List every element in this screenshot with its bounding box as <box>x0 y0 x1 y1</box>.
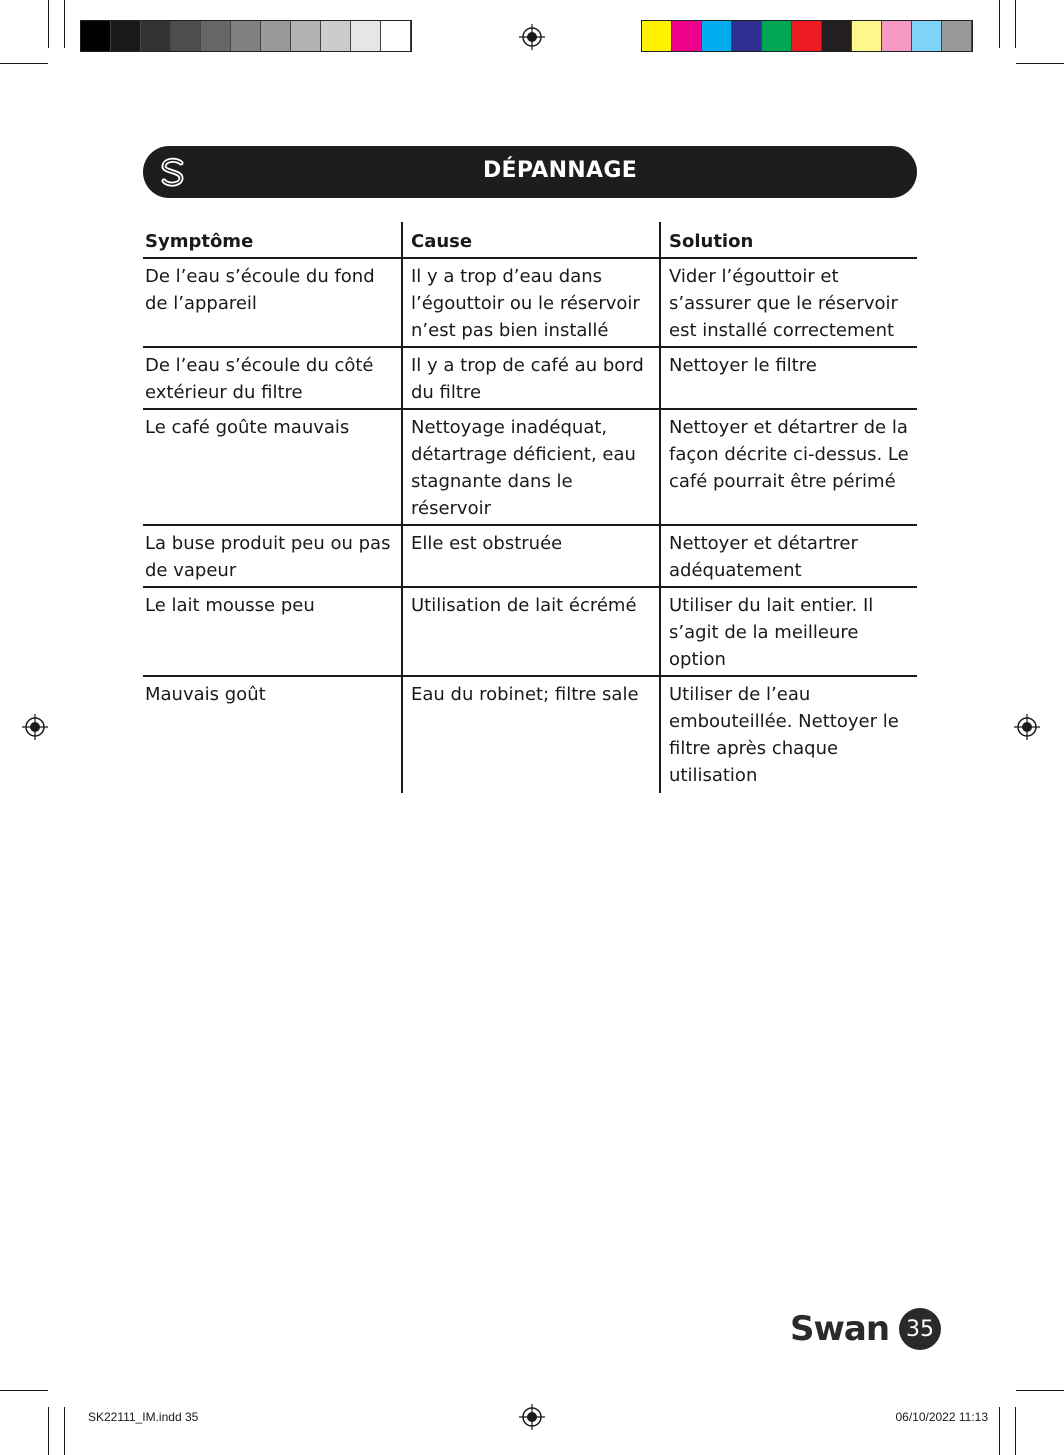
color-swatch <box>171 21 201 51</box>
solution-cell: Nettoyer et détartrer de la façon décrite ci-dessus. Le café pourrait être périmé <box>660 409 917 525</box>
color-swatch <box>852 21 882 51</box>
crop-mark <box>64 0 65 48</box>
registration-mark-icon <box>519 1404 545 1430</box>
footer-brand <box>790 1306 941 1352</box>
color-calibration-bar <box>641 20 973 52</box>
grayscale-calibration-bar <box>80 20 412 52</box>
crop-mark <box>64 1407 65 1455</box>
cause-cell: Il y a trop de café au bord du filtre <box>402 347 660 409</box>
crop-mark <box>999 1407 1000 1455</box>
solution-cell: Utiliser de l’eau embouteillée. Nettoyer le filtre après chaque utilisation <box>660 676 917 793</box>
column-header-symptom: Symptôme <box>143 222 402 258</box>
cause-cell: Utilisation de lait écrémé <box>402 587 660 676</box>
column-header-cause: Cause <box>402 222 660 258</box>
crop-mark <box>48 0 49 48</box>
crop-mark <box>999 0 1000 48</box>
symptom-cell: Mauvais goût <box>145 684 266 705</box>
file-slug: SK22111_IM.indd 35 <box>88 1410 199 1424</box>
color-swatch <box>942 21 972 51</box>
symptom-cell: Le café goûte mauvais <box>143 409 402 525</box>
color-swatch <box>81 21 111 51</box>
color-swatch <box>231 21 261 51</box>
color-swatch <box>261 21 291 51</box>
color-swatch <box>321 21 351 51</box>
cause-cell: Elle est obstruée <box>402 525 660 587</box>
solution-cell: Nettoyer le filtre <box>660 347 917 409</box>
table-row <box>143 347 917 409</box>
color-swatch <box>672 21 702 51</box>
color-swatch <box>822 21 852 51</box>
symptom-cell: La buse produit peu ou pas de vapeur <box>143 525 402 587</box>
color-swatch <box>291 21 321 51</box>
table-row <box>143 258 917 347</box>
symptom-cell: Le lait mousse peu <box>143 587 402 676</box>
table-row <box>143 587 917 676</box>
color-swatch <box>882 21 912 51</box>
color-swatch <box>141 21 171 51</box>
solution-cell: Nettoyer et détartrer adéquatement <box>660 525 917 587</box>
page-title: DÉPANNAGE <box>482 158 638 183</box>
color-swatch <box>201 21 231 51</box>
crop-mark <box>1016 1390 1064 1391</box>
column-header-solution: Solution <box>660 222 917 258</box>
color-swatch <box>732 21 762 51</box>
cause-cell: Il y a trop d’eau dans l’égouttoir ou le réservoir n’est pas bien installé <box>402 258 660 347</box>
registration-mark-icon <box>22 714 48 740</box>
brand-logo: Swan <box>790 1309 890 1349</box>
solution-cell: Utiliser du lait entier. Il s’agit de la meilleure option <box>660 587 917 676</box>
table-row <box>143 409 917 525</box>
crop-mark <box>1015 1407 1016 1455</box>
section-header <box>143 146 917 198</box>
crop-mark <box>0 63 48 64</box>
table-row <box>143 676 917 793</box>
cause-cell: Eau du robinet; filtre sale <box>402 676 660 793</box>
table-row <box>143 525 917 587</box>
crop-mark <box>1015 0 1016 48</box>
crop-mark <box>1016 63 1064 64</box>
table-header-row <box>143 222 917 258</box>
crop-mark <box>48 1407 49 1455</box>
color-swatch <box>111 21 141 51</box>
date-slug: 06/10/2022 11:13 <box>895 1410 988 1424</box>
crop-mark <box>0 1390 48 1391</box>
color-swatch <box>762 21 792 51</box>
page-number: 35 <box>899 1308 941 1350</box>
color-swatch <box>912 21 942 51</box>
color-swatch <box>702 21 732 51</box>
color-swatch <box>792 21 822 51</box>
cause-cell: Nettoyage inadéquat, détartrage déficient, eau stagnante dans le réservoir <box>402 409 660 525</box>
symptom-cell: De l’eau s’écoule du côté extérieur du filtre <box>143 347 402 409</box>
symptom-cell: De l’eau s’écoule du fond de l’appareil <box>143 258 402 347</box>
color-swatch <box>642 21 672 51</box>
troubleshooting-table <box>143 222 917 793</box>
color-swatch <box>351 21 381 51</box>
registration-mark-icon <box>1014 714 1040 740</box>
solution-cell: Vider l’égouttoir et s’assurer que le réservoir est installé correctement <box>660 258 917 347</box>
color-swatch <box>381 21 411 51</box>
registration-mark-icon <box>519 24 545 50</box>
